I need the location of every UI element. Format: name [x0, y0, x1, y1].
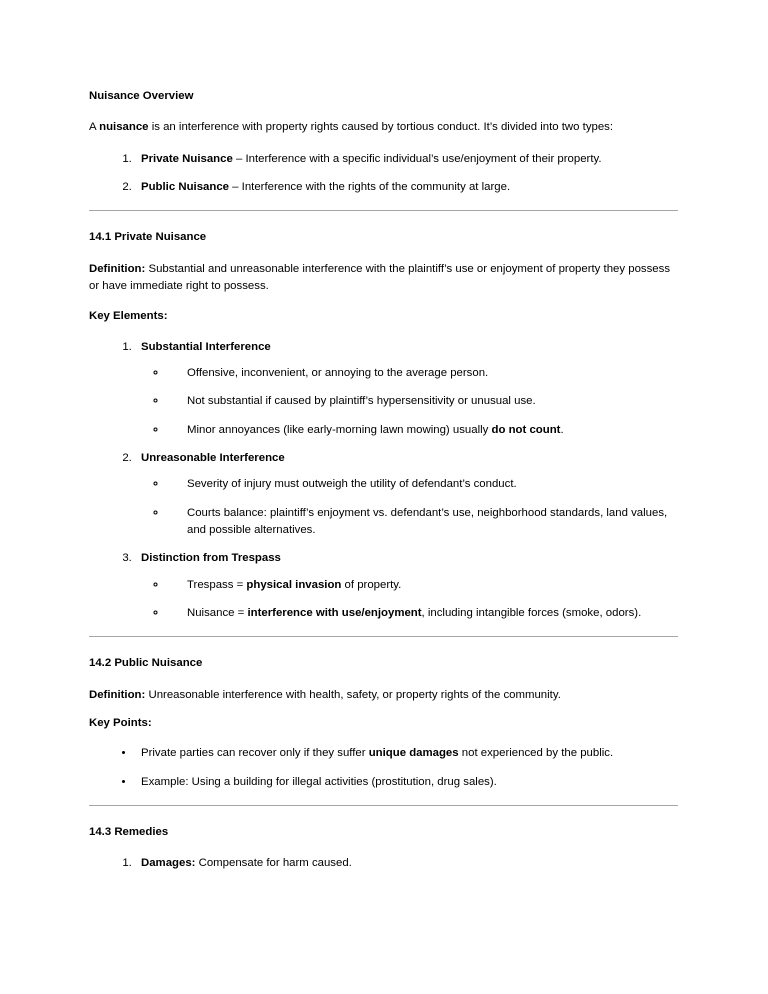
remedies-list	[89, 855, 678, 872]
definition-public-nuisance	[89, 687, 678, 704]
list-item	[135, 450, 678, 539]
remedy-term: Damages:	[141, 857, 196, 870]
definition-text: Substantial and unreasonable interference with the plaintiff’s use or enjoyment of property they possess or have immediate right to possess.	[89, 262, 671, 292]
point-text: Courts balance: plaintiff’s enjoyment vs. defendant’s use, neighborhood standards, land values, and possible alternatives.	[187, 506, 668, 536]
section-heading-remedies: 14.3 Remedies	[89, 825, 169, 838]
nuisance-types-list	[89, 151, 678, 197]
key-elements-label: Key Elements:	[89, 310, 168, 323]
element-term: Unreasonable Interference	[141, 451, 285, 464]
list-item	[135, 151, 678, 168]
key-points-label: Key Points:	[89, 716, 152, 729]
point-text: Severity of injury must outweigh the utility of defendant’s conduct.	[187, 478, 517, 491]
element-term: Substantial Interference	[141, 340, 271, 353]
intro-bold-term: nuisance	[99, 121, 149, 134]
definition-private-nuisance	[89, 261, 678, 296]
point-tail: of property.	[341, 578, 402, 591]
bullet-bold: unique damages	[368, 747, 459, 760]
point-tail: , including intangible forces (smoke, odors).	[421, 606, 642, 619]
point-text: Offensive, inconvenient, or annoying to the average person.	[187, 366, 489, 379]
page-title: Nuisance Overview	[89, 90, 194, 102]
key-points-list	[89, 745, 678, 791]
list-item	[167, 505, 678, 540]
list-item	[135, 745, 678, 762]
list-item	[135, 774, 678, 791]
section-divider	[89, 636, 678, 637]
list-item	[135, 550, 678, 622]
element-points-list	[141, 365, 678, 439]
point-bold: physical invasion	[246, 578, 342, 591]
type-text: – Interference with a specific individual’s use/enjoyment of their property.	[232, 152, 602, 165]
type-term: Public Nuisance	[141, 180, 229, 193]
section-heading-public-nuisance: 14.2 Public Nuisance	[89, 657, 203, 670]
point-text: Nuisance =	[187, 606, 248, 619]
key-elements-list	[89, 339, 678, 623]
bullet-tail: not experienced by the public.	[458, 747, 614, 760]
list-item	[167, 605, 678, 622]
intro-paragraph	[89, 119, 678, 136]
list-item	[135, 855, 678, 872]
list-item	[167, 393, 678, 410]
remedy-text: Compensate for harm caused.	[195, 857, 352, 870]
element-points-list	[141, 476, 678, 539]
definition-text: Unreasonable interference with health, safety, or property rights of the community.	[145, 688, 561, 701]
element-term: Distinction from Trespass	[141, 552, 281, 565]
element-points-list	[141, 577, 678, 623]
bullet-text: Private parties can recover only if they suffer	[141, 747, 369, 760]
intro-before: A	[89, 121, 100, 134]
type-term: Private Nuisance	[141, 152, 233, 165]
document-body	[89, 88, 678, 873]
type-text: – Interference with the rights of the community at large.	[229, 180, 511, 193]
section-divider	[89, 805, 678, 806]
point-text: Minor annoyances (like early-morning lawn mowing) usually	[187, 423, 492, 436]
definition-label: Definition:	[89, 688, 146, 701]
point-tail: .	[560, 423, 564, 436]
point-text: Not substantial if caused by plaintiff’s hypersensitivity or unusual use.	[187, 395, 536, 408]
section-heading-private-nuisance: 14.1 Private Nuisance	[89, 231, 207, 244]
intro-after: is an interference with property rights caused by tortious conduct. It’s divided into two types:	[148, 121, 614, 134]
list-item	[167, 476, 678, 493]
list-item	[167, 365, 678, 382]
definition-label: Definition:	[89, 262, 146, 275]
point-bold: do not count	[491, 423, 561, 436]
point-text: Trespass =	[187, 578, 247, 591]
bullet-text: Example: Using a building for illegal activities (prostitution, drug sales).	[141, 775, 497, 788]
list-item	[167, 422, 678, 439]
section-divider	[89, 210, 678, 211]
key-elements-subheading	[89, 308, 678, 325]
list-item	[167, 577, 678, 594]
point-bold: interference with use/enjoyment	[247, 606, 422, 619]
list-item	[135, 179, 678, 196]
list-item	[135, 339, 678, 439]
key-points-subheading	[89, 715, 678, 732]
